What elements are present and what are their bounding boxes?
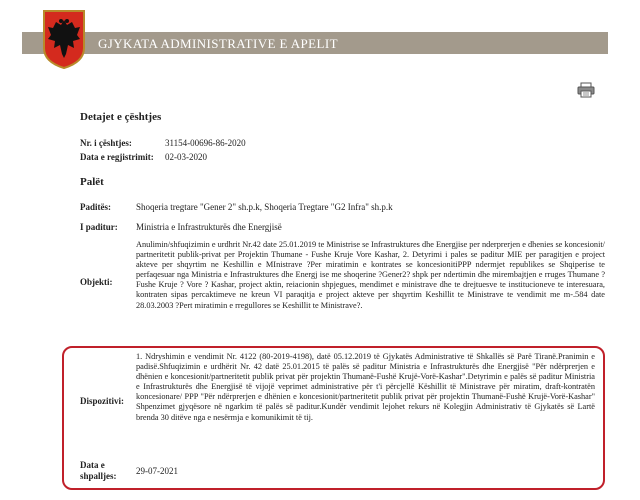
announcement-date-label-line2: shpalljes: xyxy=(80,471,117,481)
ruling-text: 1. Ndryshimin e vendimit Nr. 4122 (80-2019-4198), datë 05.12.2019 të Gjykatës Administrative të Shkallës së Parë Tiranë.Pranimin e padisë.Shfuqizimin e urdhërit Nr. 42 datë 25.01.2015 të palës së paditur Ministria e Infrastrukturës dhe Energjisë "Për ndërprerjen e dhënien e koncesionit/partneritetit publik privat për projektin Thumanë-Fushë Krujë-Vorë-Kashar".Detyrimin e palës së paditur Ministria e Infrastrukturës dhe Energjisë të vijojë veprimet administrative për t'i përcjellë Këshillit të Ministrave për miratim, draft-kontratën koncesionare/ PPP "Për ndërprerjen e dhënien e koncesionit/partneritetit publik privat për projektin Thumanë-Fushë Krujë-Vorë-Kashar" Shpenzimet gjyqësore në ngarkim të palës së paditur.Kundër vendimit lejohet rekurs në Kolegjin Administrativ të Gjykatës së Lartë brenda 30 ditëve nga e nesërmja e komunikimit të tij. xyxy=(136,352,595,422)
announcement-date-value: 29-07-2021 xyxy=(136,466,178,476)
object-text: Anulimin/shfuqizimin e urdhrit Nr.42 date 25.01.2019 te Ministrise se Infrastruktures dhe Energjise per nderprerjen e dhenies se koncesionit/ partneritetit publik-privat per Projektin Thumane - Fushe Kruje Vore Kashar, 2. Detyrimi i pales se paditur MIE per paragitjen e project akteve per shqyrtim ne Keshillin e MInistrave ?Per miratimin e kontrates se koncesionitiPPP ndermjet republikes se Shqiperise te perfaqesuar nga Ministria e Infrastruktures dhe Energj ise me shoqerine ?Gener2? shpk per ndertimin dhe mirembajtjen e rruges Thumane ? Fushe Kruje ? Vore ? Kashar, project aktin, reiacionin shpjegues, mendimet e ministrave dhe te drejtuesve te institucioneve te interesuara, kontraten sipas percaktimeve ne kreun VI paraqitja e project akteve per shqyrtim Keshillit te Ministrave te vendimit me m-.584 date 28.03.2003 ?Pert miratimin e rregullores se Keshillit te Ministrave?. xyxy=(136,240,605,310)
announcement-date-label-line1: Data e xyxy=(80,460,105,470)
registration-date-label: Data e regjistrimit: xyxy=(80,152,154,162)
plaintiff-value: Shoqeria tregtare "Gener 2" sh.p.k, Shoqeria Tregtare "G2 Infra" sh.p.k xyxy=(136,202,393,212)
ruling-label: Dispozitivi: xyxy=(80,396,124,406)
defendant-label: I paditur: xyxy=(80,222,118,232)
announcement-date-label xyxy=(80,460,117,482)
parties-heading: Palët xyxy=(80,176,104,188)
object-label: Objekti: xyxy=(80,277,113,287)
albanian-eagle-emblem-icon xyxy=(40,8,88,70)
defendant-value: Ministria e Infrastrukturës dhe Energjisë xyxy=(136,222,282,232)
case-number-label: Nr. i çështjes: xyxy=(80,138,132,148)
case-details-heading: Detajet e çështjes xyxy=(80,111,162,123)
registration-date-value: 02-03-2020 xyxy=(165,152,207,162)
court-title: GJYKATA ADMINISTRATIVE E APELIT xyxy=(98,36,338,51)
printer-icon[interactable] xyxy=(577,82,595,98)
case-number-value: 31154-00696-86-2020 xyxy=(165,138,246,148)
plaintiff-label: Paditës: xyxy=(80,202,111,212)
